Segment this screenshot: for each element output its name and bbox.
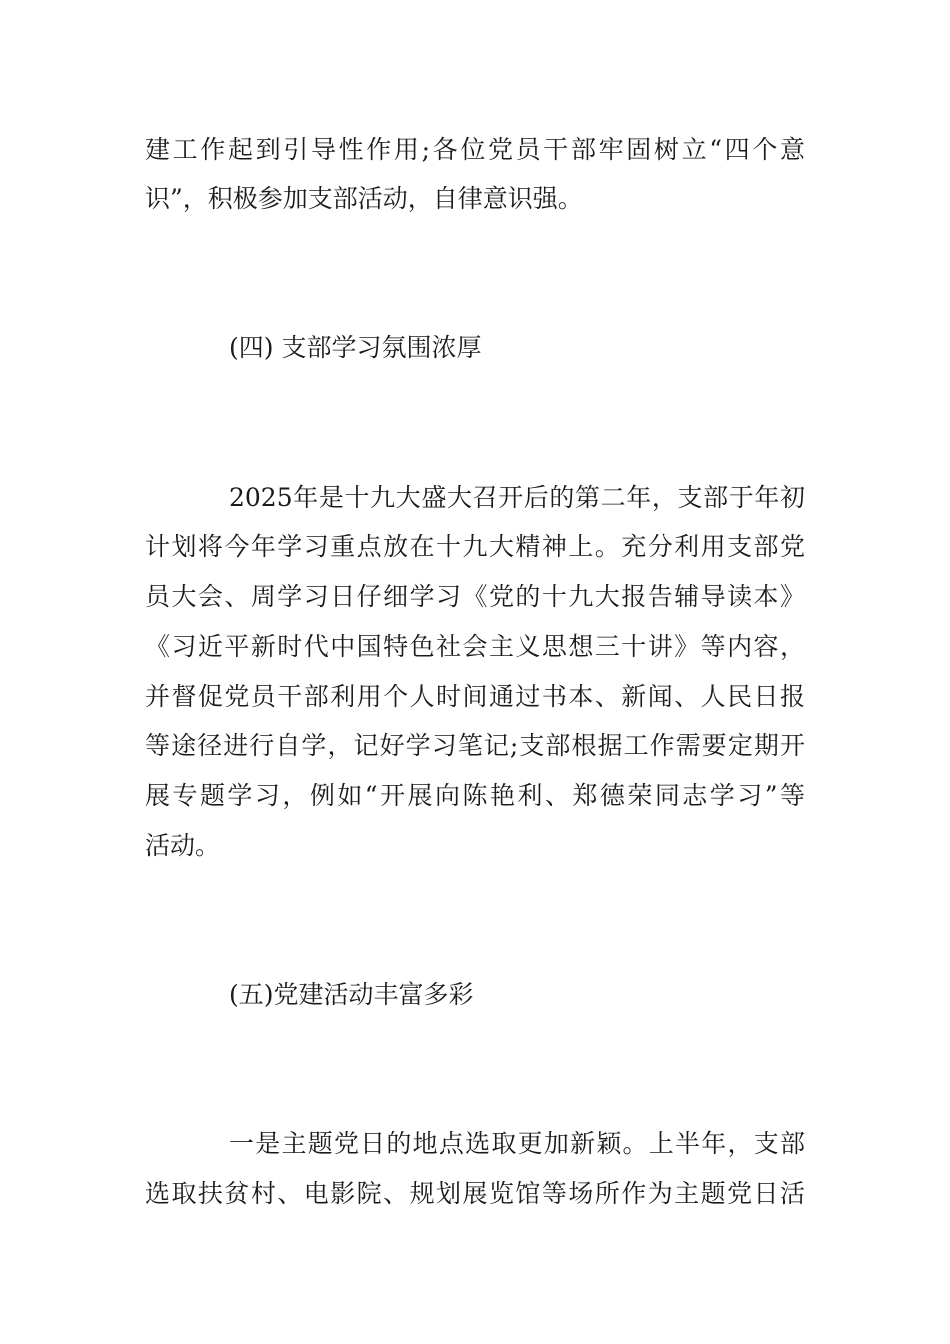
paragraph-line: 并督促党员干部利用个人时间通过书本、新闻、人民日报	[145, 682, 805, 711]
paragraph-line: 建工作起到引导性作用;各位党员干部牢固树立“四个意	[145, 135, 805, 164]
paragraph-line: 2025年是十九大盛大召开后的第二年，支部于年初	[229, 483, 805, 512]
section-heading-5: (五)党建活动丰富多彩	[229, 980, 474, 1009]
paragraph-line: 《习近平新时代中国特色社会主义思想三十讲》等内容，	[145, 632, 805, 661]
paragraph-line: 展专题学习，例如“开展向陈艳利、郑德荣同志学习”等	[145, 781, 805, 810]
section-heading-4: (四) 支部学习氛围浓厚	[229, 333, 482, 362]
paragraph-line: 识”，积极参加支部活动，自律意识强。	[145, 184, 583, 213]
paragraph-line: 等途径进行自学，记好学习笔记;支部根据工作需要定期开	[145, 731, 805, 760]
paragraph-line: 计划将今年学习重点放在十九大精神上。充分利用支部党	[145, 532, 805, 561]
paragraph-line: 员大会、周学习日仔细学习《党的十九大报告辅导读本》	[145, 582, 805, 611]
paragraph-line: 活动。	[145, 831, 221, 860]
paragraph-line: 选取扶贫村、电影院、规划展览馆等场所作为主题党日活	[145, 1179, 805, 1208]
paragraph-line: 一是主题党日的地点选取更加新颖。上半年，支部	[229, 1129, 805, 1158]
